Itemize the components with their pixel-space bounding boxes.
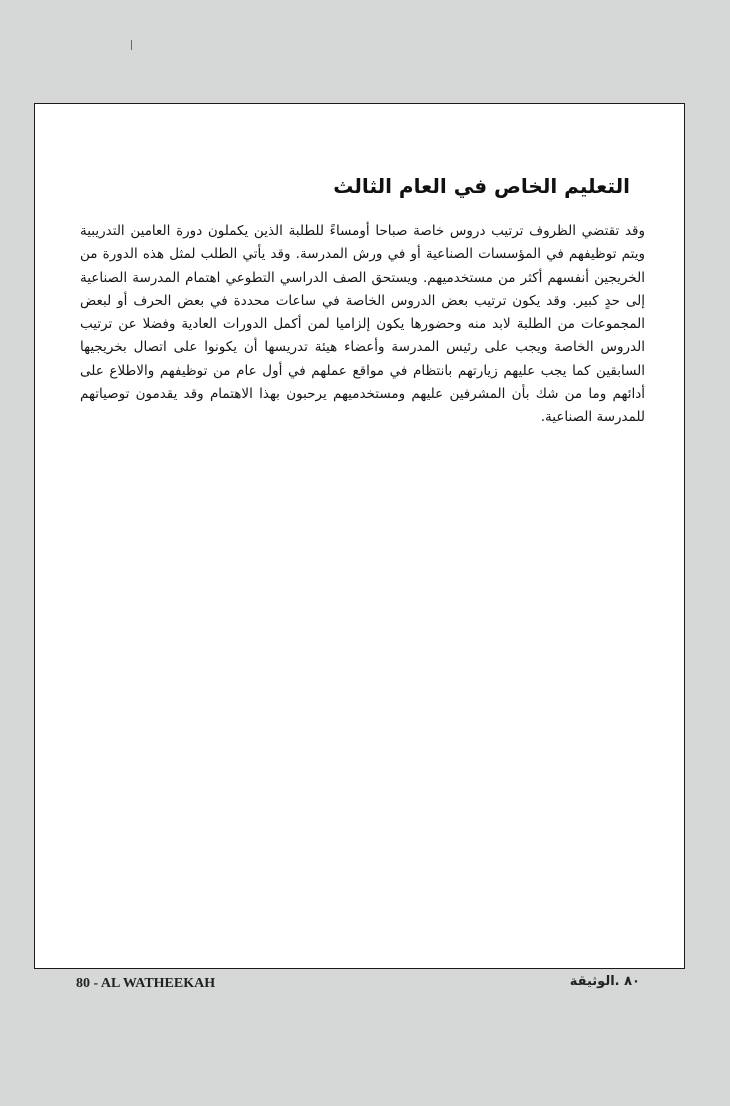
scan-mark	[131, 40, 132, 50]
body-paragraph: وقد تقتضي الظروف ترتيب دروس خاصة صباحا أومساءً للطلبة الذين يكملون دورة العامين التدريبية ويتم توظيفهم في المؤسسات الصناعية أو في ورش المدرسة. وقد يأتي الطلب لمثل هذه الدورة من الخريجين أنفسهم أكثر من مستخدميهم. ويستحق الصف الدراسي التطوعي اهتمام المدرسة الصناعية إلى حدٍ كبير. وقد يكون ترتيب بعض الدروس الخاصة في ساعات محددة في بعض الحرف أو لبعض المجموعات من الطلبة لابد منه وحضورها يكون إلزاميا لمن أكمل الدورات العادية وفضلا عن ترتيب الدروس الخاصة ويجب على رئيس المدرسة وأعضاء هيئة تدريسها أن يكونوا على اتصال بخريجيها السابقين كما يجب عليهم زيارتهم بانتظام في مواقع عملهم في أول عام من توظيفهم والاطلاع على أدائهم وما من شك بأن المشرفين عليهم ومستخدميهم يرحبون بهذا الاهتمام وقد يقدمون توصياتهم للمدرسة الصناعية.	[80, 223, 645, 426]
footer-page-number-arabic: ٨٠ .الوثيقة	[569, 974, 640, 989]
section-title: التعليم الخاص في العام الثالث	[333, 174, 630, 198]
page-frame	[34, 103, 685, 969]
footer-page-number-latin: 80 - AL WATHEEKAH	[76, 976, 216, 991]
